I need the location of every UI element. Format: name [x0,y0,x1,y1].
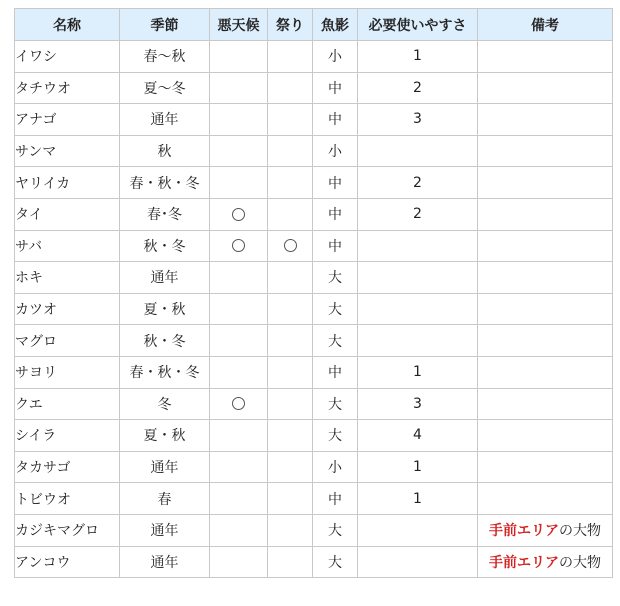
cell-name: シイラ [15,420,120,452]
cell-notes [478,262,613,294]
cell-bad-weather [210,514,268,546]
cell-fish-shadow: 大 [313,293,358,325]
cell-name: タチウオ [15,72,120,104]
cell-notes [478,41,613,73]
cell-fish-shadow: 中 [313,230,358,262]
cell-name: タイ [15,198,120,230]
cell-notes [478,546,613,578]
header-season: 季節 [120,9,210,41]
cell-bad-weather [210,167,268,199]
cell-required-ease: 1 [358,356,478,388]
cell-bad-weather [210,72,268,104]
cell-season: 通年 [120,262,210,294]
cell-bad-weather [210,356,268,388]
table-row [15,325,613,357]
cell-name: マグロ [15,325,120,357]
table-row [15,546,613,578]
cell-notes [478,230,613,262]
cell-required-ease [358,262,478,294]
cell-notes [478,167,613,199]
header-notes: 備考 [478,9,613,41]
cell-required-ease: 2 [358,167,478,199]
cell-fish-shadow: 中 [313,356,358,388]
cell-festival [268,325,313,357]
table-row [15,41,613,73]
cell-season: 春 [120,483,210,515]
cell-name: ヤリイカ [15,167,120,199]
cell-name: クエ [15,388,120,420]
cell-fish-shadow: 中 [313,198,358,230]
note-text: の大物 [559,523,601,540]
cell-festival [268,230,313,262]
cell-required-ease: 3 [358,104,478,136]
header-festival: 祭り [268,9,313,41]
cell-fish-shadow: 大 [313,262,358,294]
cell-season: 秋・冬 [120,325,210,357]
cell-bad-weather [210,104,268,136]
cell-required-ease: 3 [358,388,478,420]
cell-fish-shadow: 中 [313,483,358,515]
cell-festival [268,420,313,452]
cell-fish-shadow: 大 [313,420,358,452]
cell-bad-weather [210,230,268,262]
cell-season: 通年 [120,451,210,483]
cell-season: 通年 [120,546,210,578]
circle-icon [284,239,297,252]
cell-season: 夏・秋 [120,293,210,325]
cell-bad-weather [210,135,268,167]
cell-fish-shadow: 大 [313,325,358,357]
table-row [15,293,613,325]
cell-required-ease: 1 [358,41,478,73]
note-highlight: 手前エリア [489,523,559,540]
cell-festival [268,293,313,325]
cell-bad-weather [210,293,268,325]
cell-name: アンコウ [15,546,120,578]
cell-season: 秋・冬 [120,230,210,262]
cell-fish-shadow: 小 [313,451,358,483]
table-row [15,388,613,420]
note-text: の大物 [559,554,601,571]
cell-festival [268,451,313,483]
cell-festival [268,262,313,294]
cell-festival [268,135,313,167]
table-row [15,230,613,262]
note-highlight: 手前エリア [489,554,559,571]
cell-season: 通年 [120,104,210,136]
cell-festival [268,198,313,230]
cell-bad-weather [210,325,268,357]
cell-notes [478,483,613,515]
table-body [15,41,613,578]
cell-required-ease: 1 [358,483,478,515]
header-name: 名称 [15,9,120,41]
table-row [15,104,613,136]
cell-season: 夏・秋 [120,420,210,452]
cell-required-ease [358,546,478,578]
cell-season: 春･冬 [120,198,210,230]
table-row [15,262,613,294]
header-bad-weather: 悪天候 [210,9,268,41]
cell-notes [478,356,613,388]
circle-icon [232,397,245,410]
header-required-ease: 必要使いやすさ [358,9,478,41]
cell-fish-shadow: 大 [313,388,358,420]
cell-name: サヨリ [15,356,120,388]
cell-bad-weather [210,41,268,73]
cell-notes [478,420,613,452]
cell-notes [478,325,613,357]
cell-fish-shadow: 大 [313,546,358,578]
table-row [15,135,613,167]
cell-fish-shadow: 中 [313,104,358,136]
cell-festival [268,41,313,73]
cell-required-ease [358,293,478,325]
cell-notes [478,293,613,325]
cell-name: カジキマグロ [15,514,120,546]
cell-required-ease: 2 [358,198,478,230]
circle-icon [232,208,245,221]
cell-name: イワシ [15,41,120,73]
cell-festival [268,514,313,546]
cell-festival [268,388,313,420]
cell-fish-shadow: 中 [313,72,358,104]
cell-bad-weather [210,451,268,483]
cell-festival [268,356,313,388]
table-row [15,356,613,388]
cell-festival [268,483,313,515]
cell-fish-shadow: 小 [313,135,358,167]
cell-fish-shadow: 中 [313,167,358,199]
cell-required-ease [358,230,478,262]
cell-name: トビウオ [15,483,120,515]
cell-bad-weather [210,198,268,230]
cell-festival [268,167,313,199]
cell-festival [268,546,313,578]
cell-required-ease: 1 [358,451,478,483]
cell-required-ease: 4 [358,420,478,452]
cell-season: 春〜秋 [120,41,210,73]
cell-name: アナゴ [15,104,120,136]
cell-name: ホキ [15,262,120,294]
cell-notes [478,198,613,230]
table-row [15,483,613,515]
fish-table [14,8,613,578]
cell-notes [478,388,613,420]
header-fish-shadow: 魚影 [313,9,358,41]
cell-name: サバ [15,230,120,262]
cell-required-ease [358,514,478,546]
cell-bad-weather [210,546,268,578]
table-row [15,72,613,104]
cell-bad-weather [210,262,268,294]
cell-name: サンマ [15,135,120,167]
circle-icon [232,239,245,252]
cell-name: タカサゴ [15,451,120,483]
cell-season: 通年 [120,514,210,546]
cell-required-ease: 2 [358,72,478,104]
cell-required-ease [358,325,478,357]
table-row [15,514,613,546]
cell-fish-shadow: 小 [313,41,358,73]
cell-bad-weather [210,483,268,515]
cell-notes [478,72,613,104]
cell-notes [478,135,613,167]
cell-notes [478,104,613,136]
cell-fish-shadow: 大 [313,514,358,546]
cell-season: 春・秋・冬 [120,356,210,388]
cell-notes [478,514,613,546]
header-row [15,9,613,41]
cell-name: カツオ [15,293,120,325]
cell-season: 冬 [120,388,210,420]
cell-season: 秋 [120,135,210,167]
table-row [15,451,613,483]
table-row [15,167,613,199]
cell-notes [478,451,613,483]
cell-festival [268,104,313,136]
cell-festival [268,72,313,104]
cell-required-ease [358,135,478,167]
cell-season: 夏〜冬 [120,72,210,104]
table-row [15,420,613,452]
cell-bad-weather [210,388,268,420]
table-row [15,198,613,230]
cell-bad-weather [210,420,268,452]
cell-season: 春・秋・冬 [120,167,210,199]
